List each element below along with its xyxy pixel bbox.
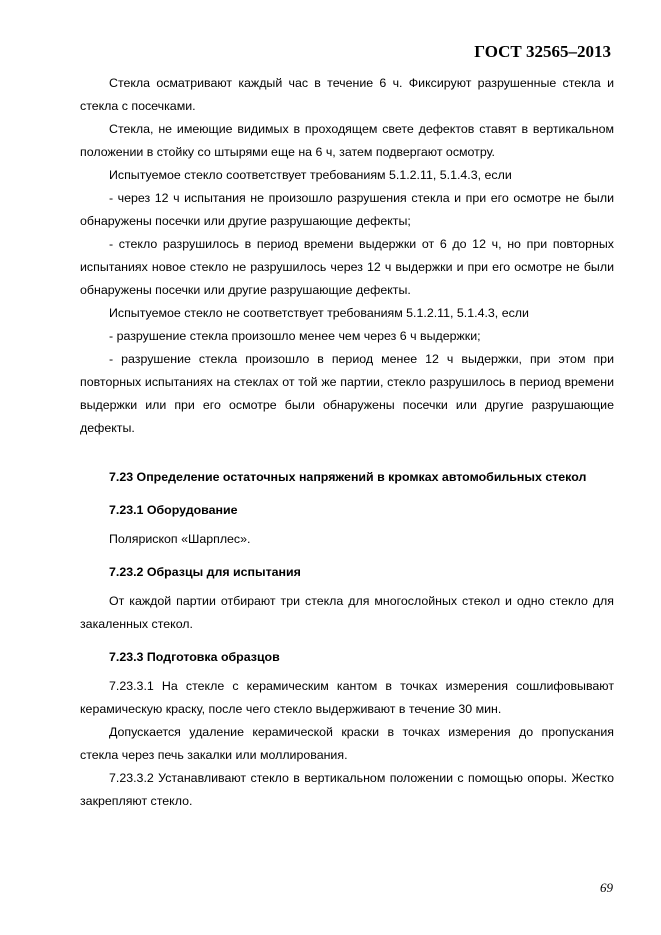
paragraph: Полярископ «Шарплес». (109, 532, 251, 546)
paragraph: Допускается удаление керамической краски в точках измерения до пропускания стекла через печь закалки или моллирования. (80, 725, 614, 762)
section-heading-7-23: 7.23 Определение остаточных напряжений в кромках автомобильных стекол (109, 470, 587, 484)
list-item: - через 12 ч испытания не произошло разрушения стекла и при его осмотре не были обнаружены посечки или другие разрушающие дефекты; (80, 191, 614, 228)
subsection-heading-7-23-3: 7.23.3 Подготовка образцов (109, 650, 280, 664)
paragraph: От каждой партии отбирают три стекла для многослойных стекол и одно стекло для закаленных стекол. (80, 594, 614, 631)
subsection-heading-7-23-2: 7.23.2 Образцы для испытания (109, 565, 301, 579)
list-item: - разрушение стекла произошло менее чем через 6 ч выдержки; (109, 329, 481, 343)
paragraph: Испытуемое стекло соответствует требованиям 5.1.2.11, 5.1.4.3, если (109, 168, 512, 182)
page-number: 69 (600, 880, 613, 895)
list-item: - стекло разрушилось в период времени выдержки от 6 до 12 ч, но при повторных испытаниях новое стекло не разрушилось через 12 ч выдержки и при его осмотре не были обнаружены посечки или другие разрушающие дефекты. (80, 237, 614, 297)
subsection-heading-7-23-1: 7.23.1 Оборудование (109, 503, 238, 517)
paragraph: Испытуемое стекло не соответствует требованиям 5.1.2.11, 5.1.4.3, если (109, 306, 529, 320)
document-body (80, 72, 614, 813)
paragraph: Стекла, не имеющие видимых в проходящем свете дефектов ставят в вертикальном положении в стойку со штырями еще на 6 ч, затем подвергают осмотру. (80, 122, 614, 159)
paragraph: Стекла осматривают каждый час в течение 6 ч. Фиксируют разрушенные стекла и стекла с посечками. (80, 76, 614, 113)
document-header: ГОСТ 32565–2013 (474, 42, 611, 61)
paragraph: 7.23.3.1 На стекле с керамическим кантом в точках измерения сошлифовывают керамическую краску, после чего стекло выдерживают в течение 30 мин. (80, 679, 614, 716)
list-item: - разрушение стекла произошло в период менее 12 ч выдержки, при этом при повторных испытаниях на стеклах от той же партии, стекло разрушилось в период времени выдержки или при его осмотре были обнаружены посечки или другие разрушающие дефекты. (80, 352, 614, 435)
paragraph: 7.23.3.2 Устанавливают стекло в вертикальном положении с помощью опоры. Жестко закрепляют стекло. (80, 771, 614, 808)
